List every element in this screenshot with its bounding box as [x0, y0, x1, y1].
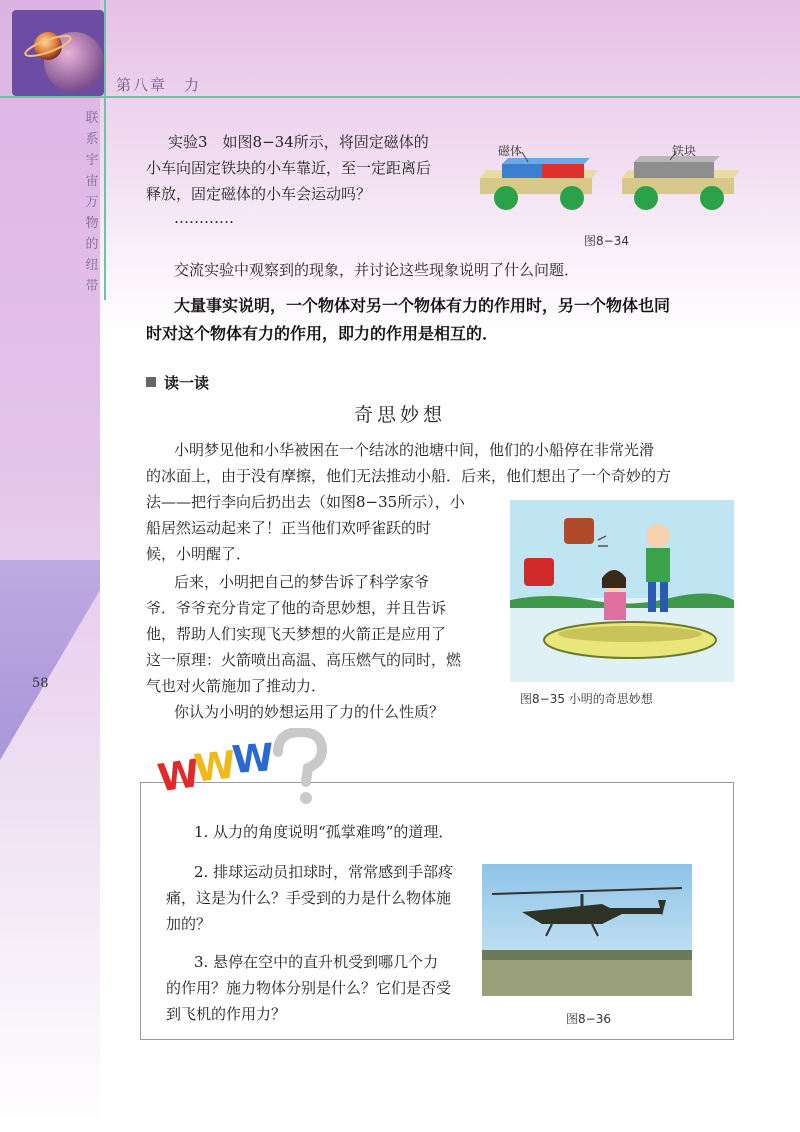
story-para1-line-3: 法——把行李向后扔出去（如图8−35所示），小	[146, 493, 465, 511]
www-question-logo	[150, 728, 330, 808]
experiment-line-3: 释放，固定磁体的小车会运动吗？	[146, 185, 372, 203]
square-bullet-icon	[146, 377, 156, 387]
exercise-q3-line-2: 的作用？施力物体分别是什么？它们是否受	[166, 979, 452, 997]
exercise-q1: 1. 从力的角度说明“孤掌难鸣”的道理．	[194, 823, 454, 841]
side-theme-title: 联系宇宙万物的纽带	[85, 111, 99, 294]
conclusion-line-1: 大量事实说明，一个物体对另一个物体有力的作用时，另一个物体也同	[174, 296, 671, 315]
story-para2-line-4: 这一原理：火箭喷出高温、高压燃气的同时，燃	[146, 651, 462, 669]
header-vertical-rule	[104, 0, 106, 300]
reading-section-label: 读一读	[164, 374, 210, 392]
exercise-q2-line-1: 2. 排球运动员扣球时，常常感到手部疼	[194, 863, 454, 881]
exercise-q3-line-3: 到飞机的作用力？	[166, 1005, 287, 1023]
experiment-line-1: 实验3 如图8−34所示，将固定磁体的	[168, 133, 429, 151]
svg-text:W: W	[154, 751, 203, 801]
exercise-q2-line-3: 加的？	[166, 915, 212, 933]
figure-8-34-caption: 图8−34	[584, 234, 629, 248]
svg-text:W: W	[230, 735, 276, 782]
figure-label-iron: 铁块	[672, 144, 697, 158]
story-para2-line-2: 爷．爷爷充分肯定了他的奇思妙想，并且告诉	[146, 599, 447, 617]
story-para1-line-4: 船居然运动起来了！正当他们欢呼雀跃的时	[146, 519, 432, 537]
page-number: 58	[32, 676, 49, 691]
figure-8-35-caption: 图8−35 小明的奇思妙想	[520, 692, 653, 706]
chapter-title: 第八章 力	[116, 76, 202, 94]
story-para1-line-5: 候，小明醒了．	[146, 545, 252, 563]
figure-8-35-boat-illustration	[510, 500, 734, 682]
discussion-text: 交流实验中观察到的现象，并讨论这些现象说明了什么问题．	[174, 261, 580, 279]
story-para1-line-2: 的冰面上，由于没有摩擦，他们无法推动小船．后来，他们想出了一个奇妙的方	[146, 467, 672, 485]
header-horizontal-rule	[0, 96, 800, 98]
svg-text:W: W	[191, 742, 238, 791]
figure-8-36-helicopter-photo	[482, 864, 692, 996]
planet-logo	[12, 10, 104, 96]
exercise-q2-line-2: 痛，这是为什么？手受到的力是什么物体施	[166, 889, 452, 907]
story-question: 你认为小明的妙想运用了力的什么性质？	[174, 703, 445, 721]
reading-section-heading	[146, 372, 209, 393]
experiment-line-2: 小车向固定铁块的小车靠近，至一定距离后	[146, 159, 432, 177]
figure-label-magnet: 磁体	[498, 144, 523, 158]
story-title: 奇思妙想	[353, 404, 446, 426]
story-para2-line-1: 后来，小明把自己的梦告诉了科学家爷	[174, 573, 430, 591]
story-para2-line-5: 气也对火箭施加了推动力．	[146, 677, 327, 695]
story-para2-line-3: 他，帮助人们实现飞天梦想的火箭正是应用了	[146, 625, 447, 643]
conclusion-line-2: 时对这个物体有力的作用，即力的作用是相互的．	[146, 324, 499, 343]
experiment-ellipsis: …………	[174, 209, 234, 227]
figure-8-36-caption: 图8−36	[566, 1012, 611, 1026]
story-para1-line-1: 小明梦见他和小华被困在一个结冰的池塘中间，他们的小船停在非常光滑	[174, 441, 655, 459]
exercise-q3-line-1: 3. 悬停在空中的直升机受到哪几个力	[194, 953, 439, 971]
